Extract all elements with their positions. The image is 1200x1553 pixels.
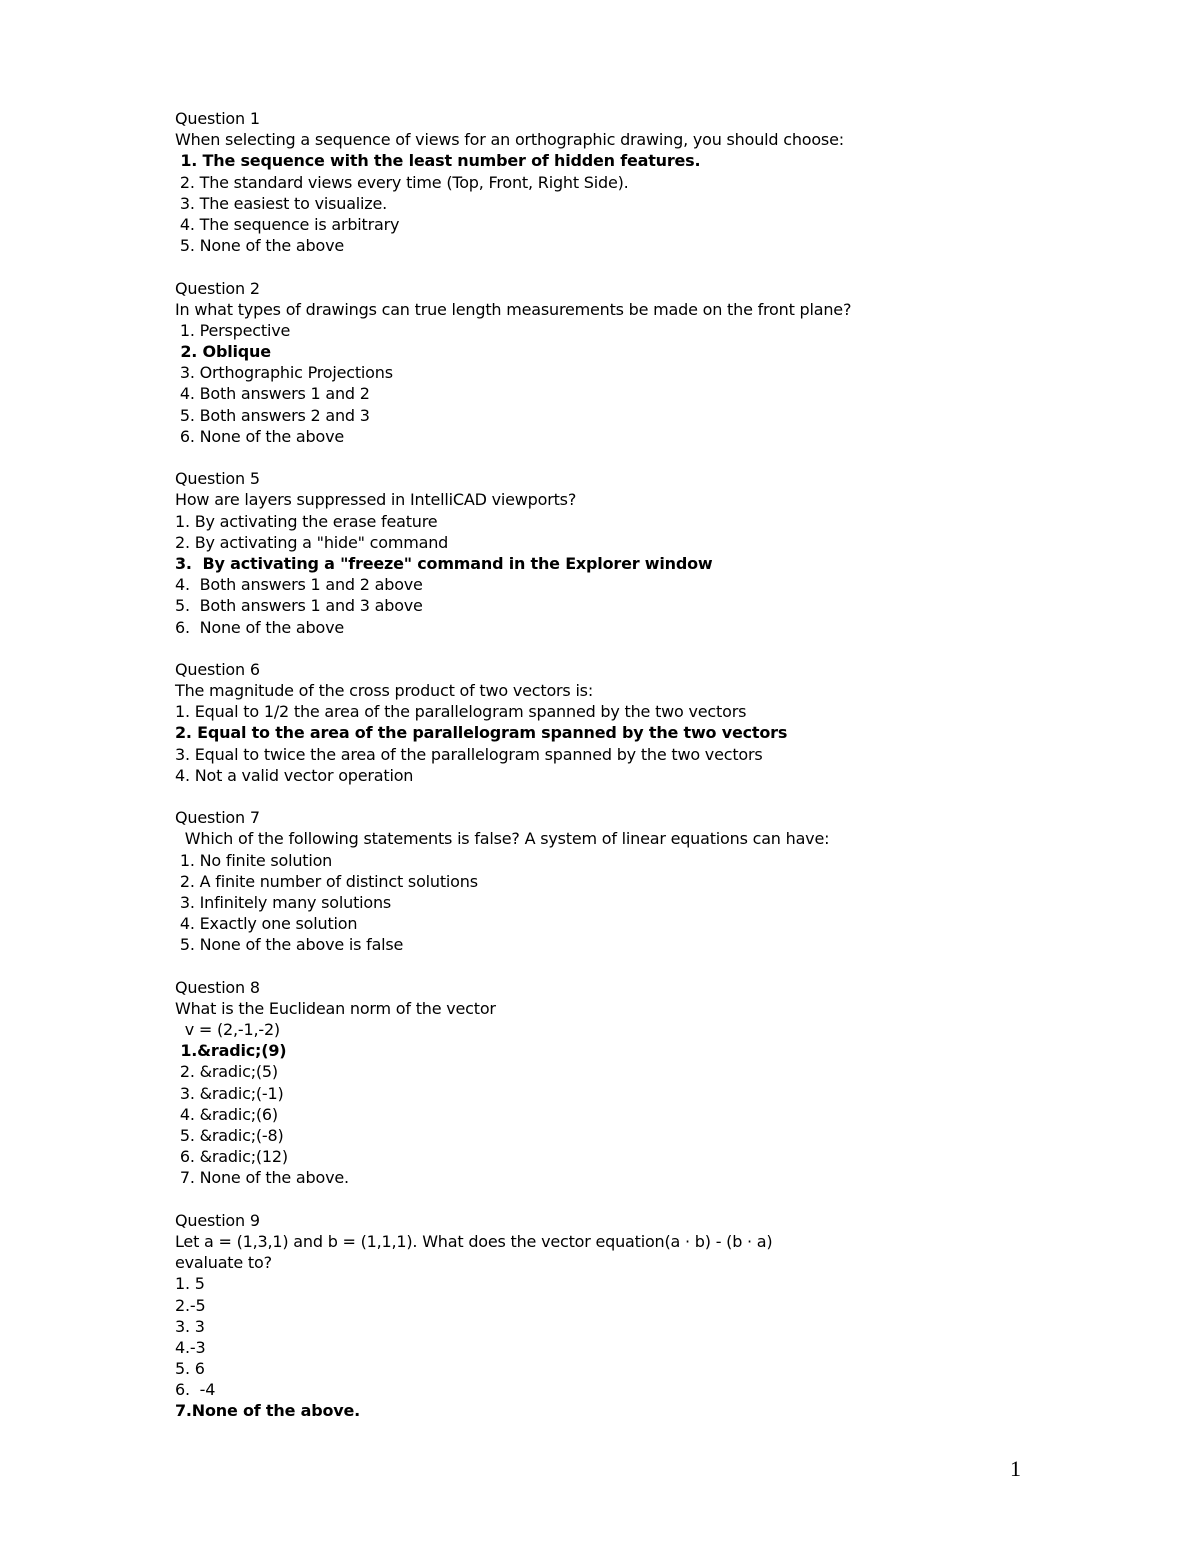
question-block (175, 278, 1135, 448)
answer-option: 1. Equal to 1/2 the area of the parallelogram spanned by the two vectors (175, 702, 747, 722)
answer-option: 4. The sequence is arbitrary (175, 214, 400, 234)
question-block (175, 807, 1135, 955)
question-title: Question 5 (175, 469, 260, 489)
answer-option: 6. None of the above (175, 426, 344, 446)
question-title: Question 8 (175, 977, 260, 997)
blank-line (175, 956, 1135, 977)
answer-option: 5. None of the above (175, 236, 344, 256)
answer-option: 5. None of the above is false (175, 935, 404, 955)
answer-option: 2. &radic;(5) (175, 1062, 278, 1082)
answer-option: 4. Both answers 1 and 2 (175, 384, 370, 404)
answer-option: 3. Orthographic Projections (175, 363, 393, 383)
question-text: How are layers suppressed in IntelliCAD viewports? (175, 490, 577, 510)
answer-option: 2. By activating a "hide" command (175, 532, 449, 552)
page-number: 1 (1010, 1456, 1021, 1481)
answer-option: 2. A finite number of distinct solutions (175, 871, 478, 891)
answer-option: 2. Oblique (175, 342, 271, 362)
question-text: Let a = (1,3,1) and b = (1,1,1). What does the vector equation(a · b) - (b · a) (175, 1231, 773, 1251)
question-block (175, 108, 1135, 256)
question-title: Question 6 (175, 659, 260, 679)
question-block (175, 1210, 1135, 1422)
answer-option: 5. Both answers 2 and 3 (175, 405, 370, 425)
answer-option: 5. 6 (175, 1359, 205, 1379)
answer-option: 2. The standard views every time (Top, Front, Right Side). (175, 172, 629, 192)
answer-option: 6. -4 (175, 1380, 216, 1400)
question-text: In what types of drawings can true length measurements be made on the front plane? (175, 299, 852, 319)
blank-line (175, 256, 1135, 277)
question-block (175, 468, 1135, 638)
answer-option: 3. Infinitely many solutions (175, 892, 392, 912)
answer-option: 1. By activating the erase feature (175, 511, 438, 531)
answer-option: 7. None of the above. (175, 1168, 349, 1188)
answer-option: 4.-3 (175, 1337, 206, 1357)
answer-option: 1. 5 (175, 1274, 205, 1294)
answer-option: 1.&radic;(9) (175, 1041, 287, 1061)
answer-option: 2. Equal to the area of the parallelogram spanned by the two vectors (175, 723, 788, 743)
question-text: The magnitude of the cross product of two vectors is: (175, 681, 594, 701)
question-title: Question 2 (175, 278, 260, 298)
question-block (175, 659, 1135, 786)
document-body (175, 108, 1135, 1422)
answer-option: 6. &radic;(12) (175, 1147, 288, 1167)
answer-option: evaluate to? (175, 1253, 272, 1273)
question-title: Question 1 (175, 109, 260, 128)
answer-option: v = (2,-1,-2) (175, 1020, 280, 1040)
answer-option: 7.None of the above. (175, 1401, 360, 1421)
question-title: Question 9 (175, 1210, 260, 1230)
answer-option: 5. Both answers 1 and 3 above (175, 596, 423, 616)
answer-option: 1. The sequence with the least number of hidden features. (175, 151, 701, 171)
question-list (175, 108, 1135, 1422)
blank-line (175, 447, 1135, 468)
answer-option: 2.-5 (175, 1295, 206, 1315)
answer-option: 3. 3 (175, 1316, 205, 1336)
question-text: What is the Euclidean norm of the vector (175, 998, 496, 1018)
question-block (175, 977, 1135, 1189)
answer-option: 3. By activating a "freeze" command in the Explorer window (175, 553, 713, 573)
answer-option: 5. &radic;(-8) (175, 1126, 284, 1145)
answer-option: 1. Perspective (175, 320, 291, 340)
question-text: When selecting a sequence of views for an orthographic drawing, you should choose: (175, 130, 844, 150)
blank-line (175, 786, 1135, 807)
question-text: Which of the following statements is false? A system of linear equations can have: (175, 829, 830, 849)
question-title: Question 7 (175, 808, 260, 828)
answer-option: 1. No finite solution (175, 850, 333, 870)
answer-option: 4. Not a valid vector operation (175, 765, 414, 785)
answer-option: 3. &radic;(-1) (175, 1083, 284, 1103)
answer-option: 4. &radic;(6) (175, 1104, 278, 1124)
answer-option: 3. Equal to twice the area of the parallelogram spanned by the two vectors (175, 744, 763, 764)
blank-line (175, 638, 1135, 659)
answer-option: 6. None of the above (175, 617, 344, 637)
answer-option: 3. The easiest to visualize. (175, 193, 388, 213)
answer-option: 4. Both answers 1 and 2 above (175, 575, 423, 595)
answer-option: 4. Exactly one solution (175, 914, 358, 934)
blank-line (175, 1189, 1135, 1210)
